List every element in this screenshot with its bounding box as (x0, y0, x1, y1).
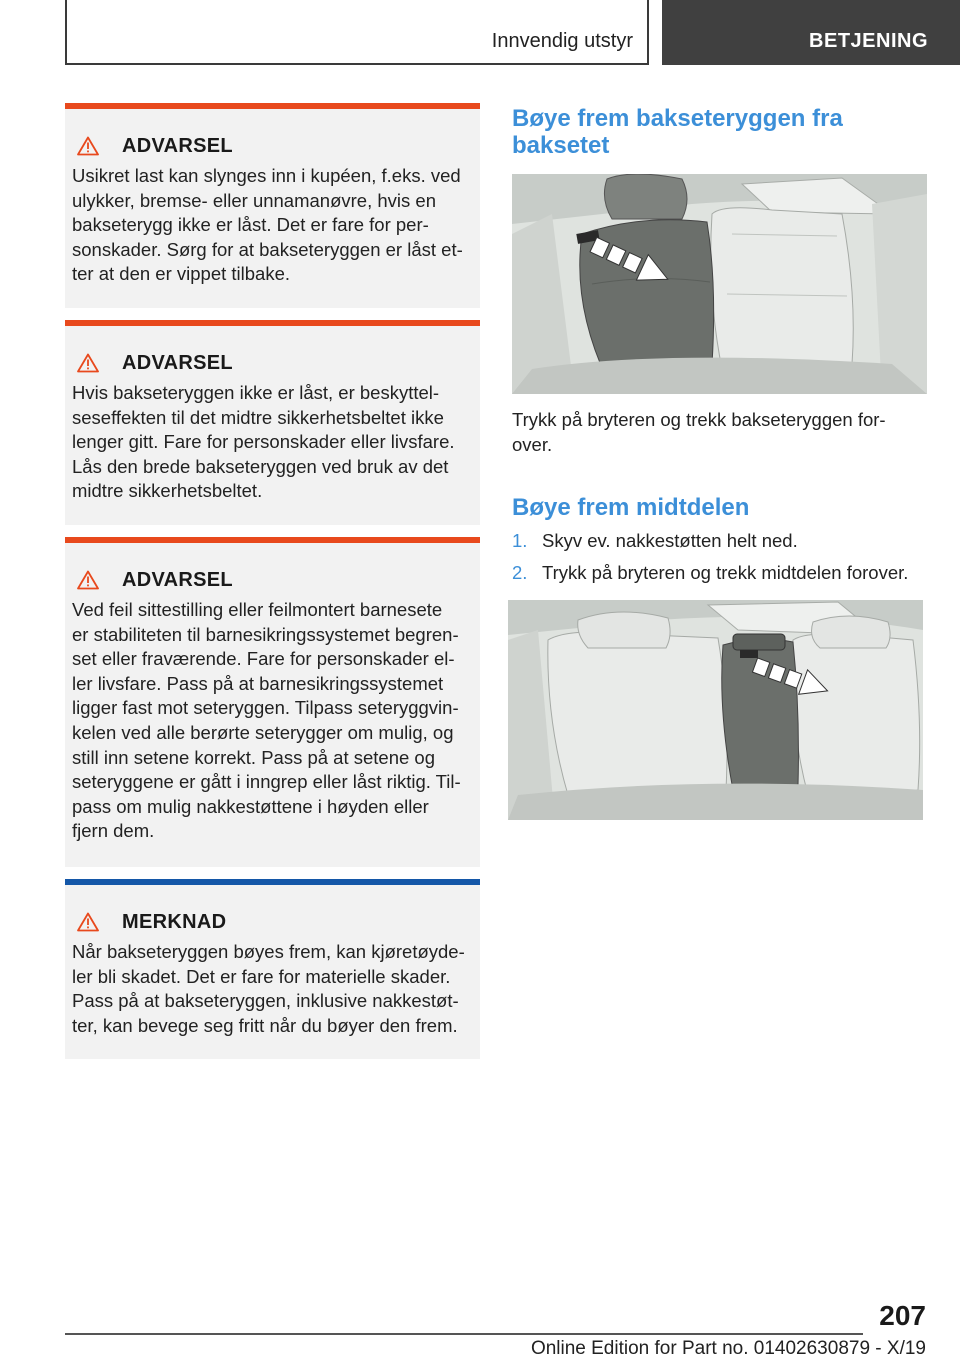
warning-triangle-icon (77, 136, 99, 156)
notice-bar (65, 879, 480, 885)
header-chapter-title: BETJENING (809, 30, 928, 52)
warning-header (65, 348, 480, 378)
step-text: Skyv ev. nakkestøtten helt ned. (542, 530, 798, 551)
page-number: 207 (879, 1300, 926, 1331)
warning-bar (65, 537, 480, 543)
section-heading-fold-backrest (512, 105, 843, 159)
text-line: set eller fraværende. Fare for personskader el- (72, 648, 455, 670)
notice-header (65, 907, 480, 937)
section1-instruction (512, 407, 922, 457)
header-chapter-tab (662, 0, 960, 65)
warning-title: ADVARSEL (122, 134, 233, 157)
text-line: Hvis bakseteryggen ikke er låst, er beskyttel- (72, 382, 440, 403)
warning-bar (65, 320, 480, 326)
warning-box-1 (65, 103, 480, 308)
warning-box-3 (65, 537, 480, 867)
text-line: kelen ved alle berørte seterygger om mulig, og (72, 721, 454, 743)
text-line: Trykk på bryteren og trekk bakseteryggen for- (512, 409, 886, 430)
section-heading-fold-center: Bøye frem midtdelen (512, 494, 750, 521)
heading-line: baksetet (512, 132, 610, 159)
warning-header (65, 565, 480, 595)
text-line: pass om mulig nakkestøttene i høyden eller (72, 795, 429, 817)
illustration-backrest-fold (512, 174, 927, 394)
heading-line: Bøye frem bakseteryggen fra (512, 105, 843, 132)
warning-text (65, 161, 480, 287)
text-line: Når bakseteryggen bøyes frem, kan kjøretøyde- (72, 941, 465, 962)
warning-title: ADVARSEL (122, 351, 233, 374)
text-line: er stabiliteten til barnesikringssystemet begren- (72, 623, 459, 645)
text-line: over. (512, 434, 553, 455)
text-line: Lås den brede bakseteryggen ved bruk av det (72, 455, 449, 477)
text-line: fjern dem. (72, 820, 155, 842)
header-section-title: Innvendig utstyr (491, 30, 633, 52)
text-line: ulykker, bremse- eller unnamanøvre, hvis en (72, 189, 436, 211)
text-line: ter at den er vippet tilbake. (72, 263, 291, 285)
text-line: Ved feil sittestilling eller feilmontert barnesete (72, 599, 443, 620)
warning-box-2 (65, 320, 480, 525)
warning-title: ADVARSEL (122, 568, 233, 591)
text-line: still inn setene korrekt. Pass på at setene og (72, 746, 436, 768)
text-line: sonskader. Sørg for at bakseteryggen er låst et- (72, 238, 463, 260)
warning-triangle-icon (77, 353, 99, 373)
step-number: 1. (512, 530, 528, 551)
illustration-center-fold (508, 600, 923, 820)
text-line: Usikret last kan slynges inn i kupéen, f.eks. ved (72, 165, 461, 186)
footer-edition: Online Edition for Part no. 01402630879 - X/19 (530, 1338, 926, 1359)
step-item (512, 557, 908, 589)
notice-text (65, 937, 480, 1038)
text-line: seteryggene er gått i inngrep eller låst riktig. Til- (72, 771, 461, 793)
warning-bar (65, 103, 480, 109)
warning-text (65, 595, 480, 844)
text-line: ler livsfare. Pass på at barnesikringssystemet (72, 672, 444, 694)
step-item (512, 525, 908, 557)
footer-divider (65, 1333, 863, 1335)
text-line: ligger fast mot seteryggen. Tilpass seteryggvin- (72, 697, 459, 719)
text-line: seseffekten til det midtre sikkerhetsbeltet ikke (72, 406, 444, 428)
step-number: 2. (512, 561, 528, 583)
notice-box (65, 879, 480, 1059)
text-line: Pass på at bakseteryggen, inklusive nakkestøt- (72, 990, 459, 1012)
warning-triangle-icon (77, 570, 99, 590)
notice-title: MERKNAD (122, 910, 227, 933)
text-line: lenger gitt. Fare for personskader eller livsfare. (72, 431, 455, 453)
notice-triangle-icon (77, 912, 99, 932)
text-line: midtre sikkerhetsbeltet. (72, 480, 263, 502)
step-text: Trykk på bryteren og trekk midtdelen forover. (542, 561, 909, 583)
header-section-tab (65, 0, 649, 65)
warning-text (65, 378, 480, 504)
steps-list (512, 525, 908, 588)
text-line: ter, kan bevege seg fritt når du bøyer den frem. (72, 1014, 458, 1036)
text-line: bakseterygg ikke er låst. Det er fare for per- (72, 214, 429, 236)
text-line: ler bli skadet. Det er fare for materielle skader. (72, 965, 451, 987)
warning-header (65, 131, 480, 161)
